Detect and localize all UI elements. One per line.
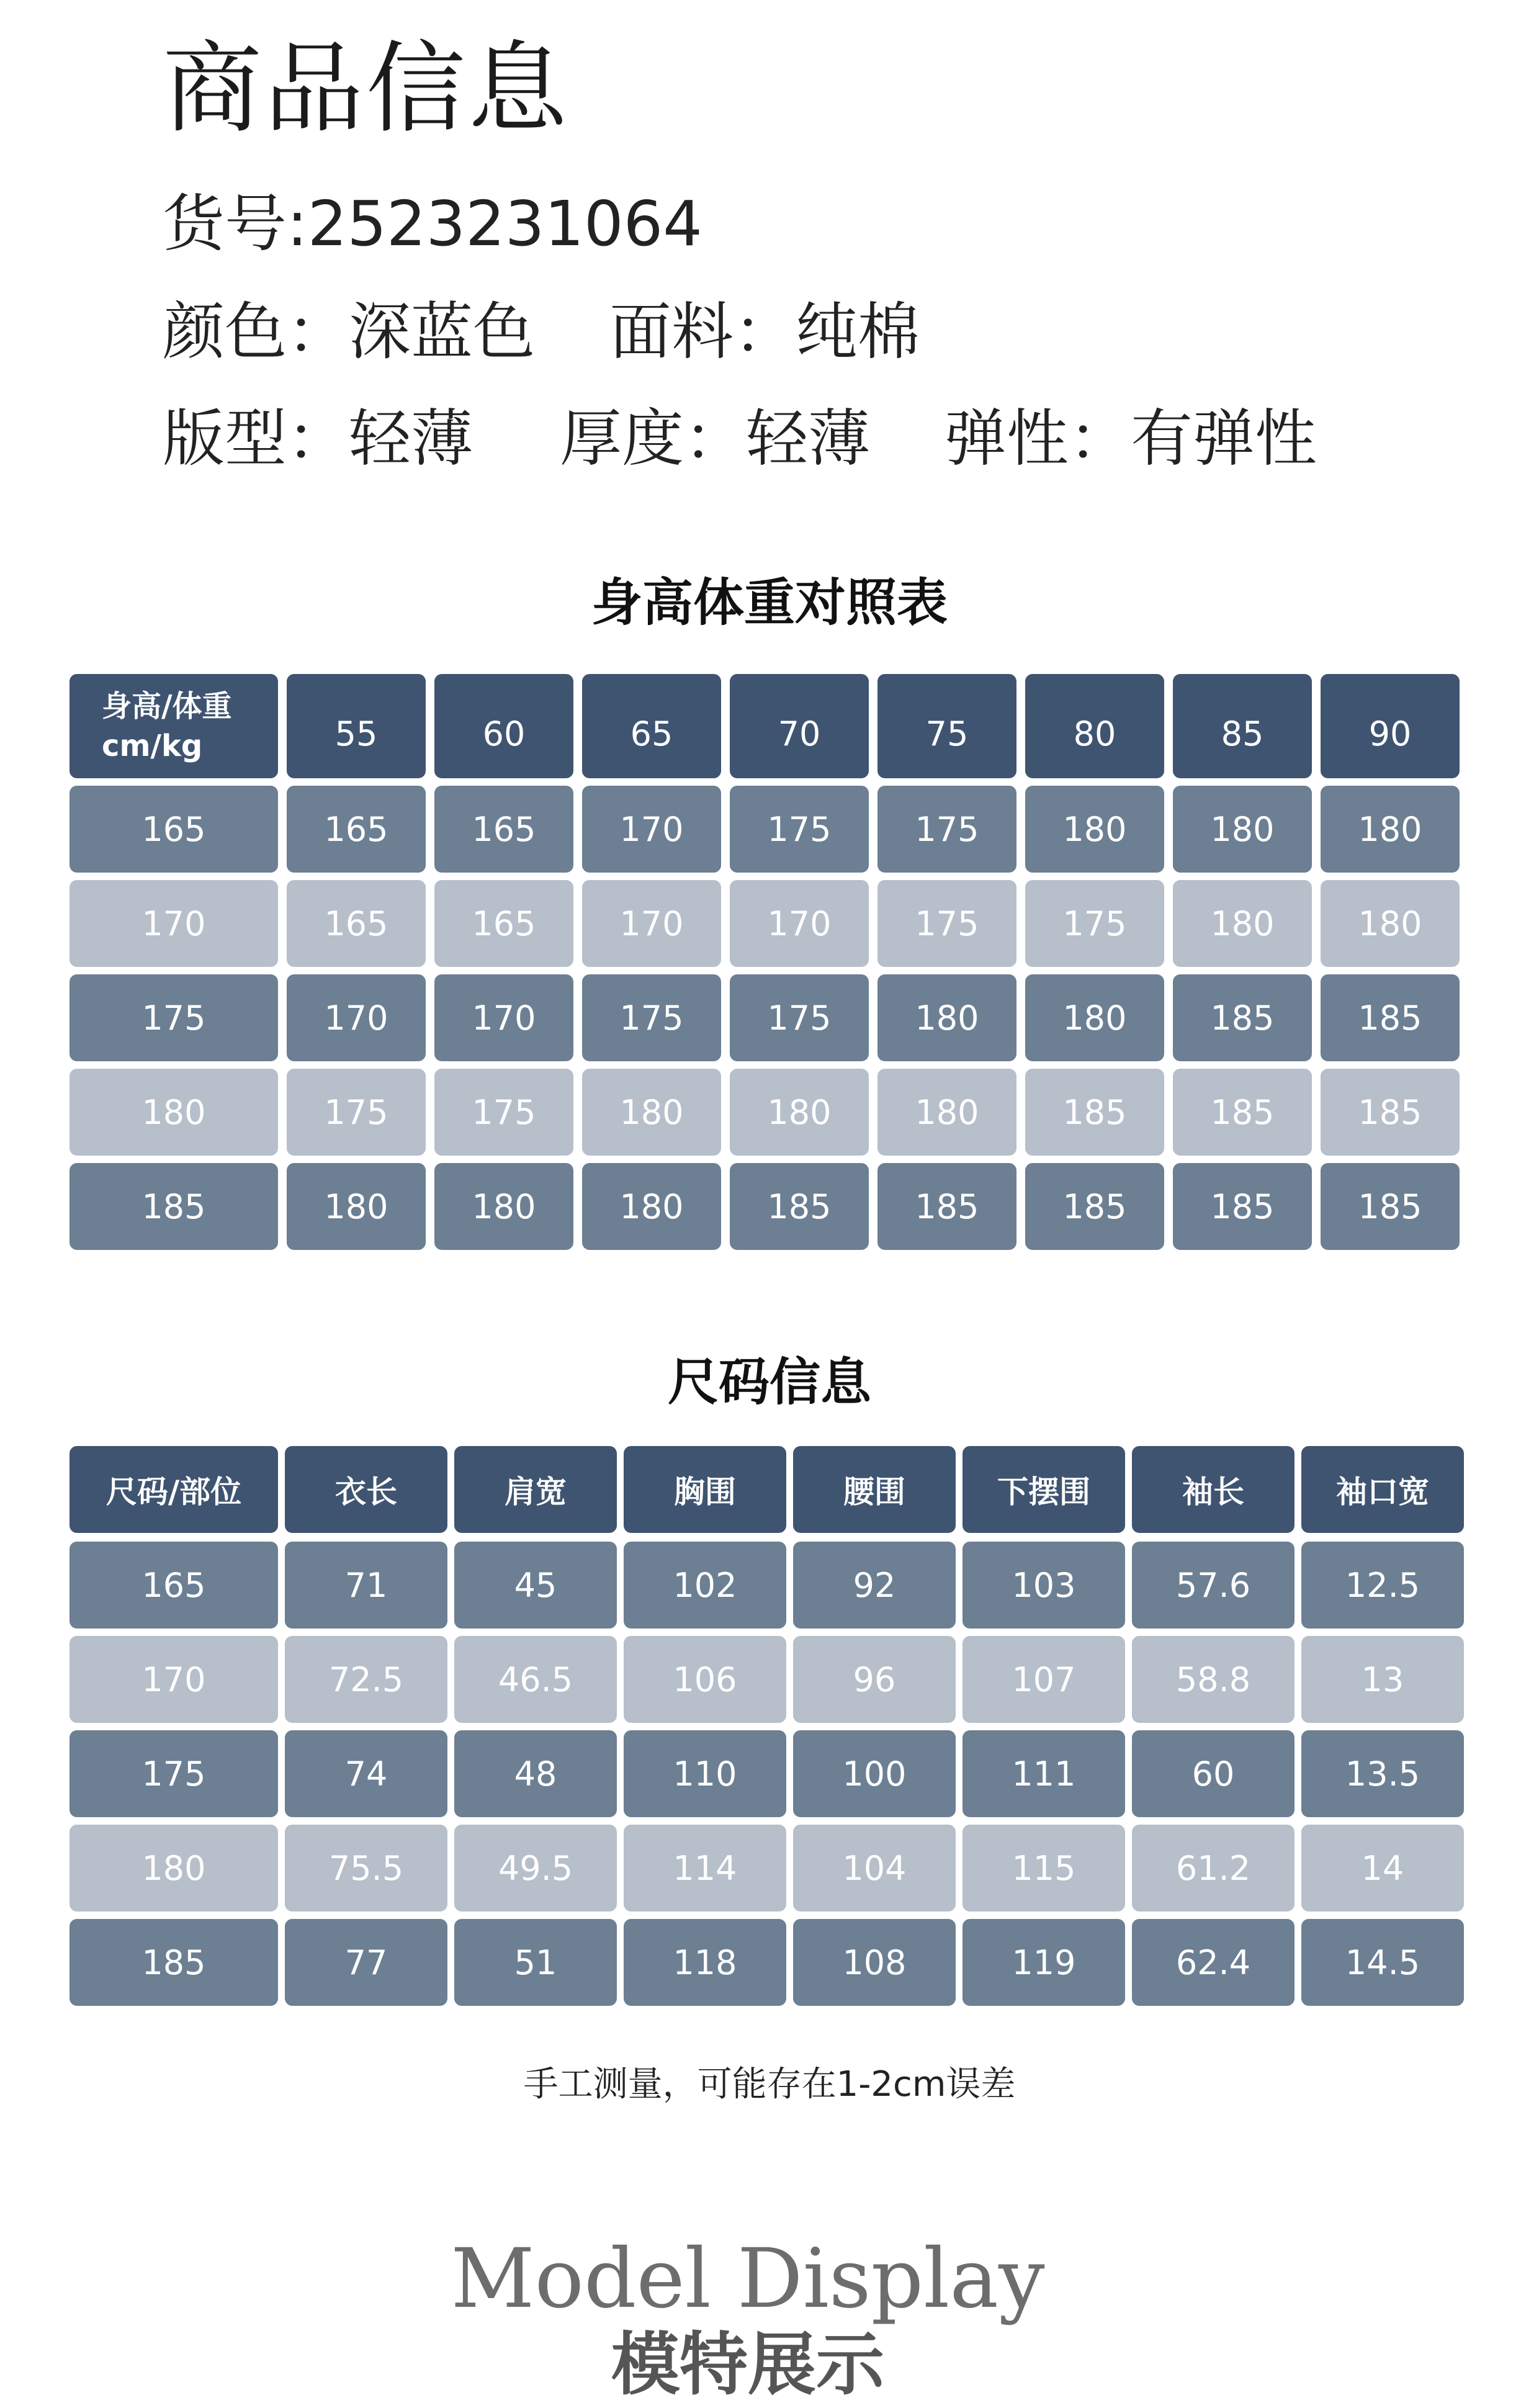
size-label-cell: 170 bbox=[70, 1636, 278, 1723]
header-corner-line: cm/kg bbox=[102, 729, 203, 763]
height-weight-table bbox=[70, 674, 1460, 1257]
height-weight-table-title: 身高体重对照表 bbox=[591, 573, 948, 632]
size-label-cell: 180 bbox=[70, 1825, 278, 1912]
size-value-cell: 180 bbox=[1173, 880, 1312, 967]
size-value-cell: 175 bbox=[1025, 880, 1164, 967]
size-column-header: 腰围 bbox=[793, 1446, 956, 1533]
measurement-cell: 74 bbox=[285, 1730, 447, 1817]
height-cell: 185 bbox=[70, 1163, 278, 1250]
size-value-cell: 180 bbox=[730, 1069, 869, 1156]
size-value-cell: 175 bbox=[434, 1069, 573, 1156]
size-value-cell: 165 bbox=[287, 880, 426, 967]
table-row bbox=[70, 786, 1460, 873]
size-table bbox=[70, 1446, 1464, 2013]
size-label-cell: 175 bbox=[70, 1730, 278, 1817]
measurement-cell: 100 bbox=[793, 1730, 956, 1817]
model-display-title-cn: 模特展示 bbox=[611, 2325, 884, 2404]
fit-attribute: 版型：轻薄 bbox=[163, 402, 473, 475]
weight-header-cell: 70 bbox=[730, 674, 869, 778]
elasticity-attribute: 弹性：有弹性 bbox=[944, 402, 1317, 475]
size-value-cell: 180 bbox=[1025, 974, 1164, 1061]
table-row bbox=[70, 1636, 1464, 1723]
measurement-cell: 14.5 bbox=[1301, 1919, 1464, 2006]
measurement-cell: 104 bbox=[793, 1825, 956, 1912]
measurement-cell: 13 bbox=[1301, 1636, 1464, 1723]
size-header-row bbox=[70, 1446, 1464, 1533]
measurement-cell: 51 bbox=[454, 1919, 617, 2006]
height-weight-header-row bbox=[70, 674, 1460, 778]
measurement-cell: 96 bbox=[793, 1636, 956, 1723]
header-corner-cell bbox=[70, 674, 278, 778]
thickness-attribute: 厚度：轻薄 bbox=[560, 402, 870, 475]
measurement-cell: 107 bbox=[962, 1636, 1125, 1723]
size-value-cell: 185 bbox=[1321, 1163, 1460, 1250]
measurement-note: 手工测量，可能存在1-2cm误差 bbox=[523, 2064, 1016, 2105]
measurement-cell: 92 bbox=[793, 1542, 956, 1629]
size-label-cell: 165 bbox=[70, 1542, 278, 1629]
size-value-cell: 180 bbox=[582, 1069, 721, 1156]
weight-header-cell: 55 bbox=[287, 674, 426, 778]
size-column-header: 袖长 bbox=[1132, 1446, 1294, 1533]
height-cell: 180 bbox=[70, 1069, 278, 1156]
size-value-cell: 170 bbox=[434, 974, 573, 1061]
size-value-cell: 170 bbox=[582, 880, 721, 967]
color-attribute: 颜色：深蓝色 bbox=[163, 295, 535, 368]
size-value-cell: 185 bbox=[1173, 974, 1312, 1061]
height-cell: 165 bbox=[70, 786, 278, 873]
measurement-cell: 46.5 bbox=[454, 1636, 617, 1723]
size-value-cell: 180 bbox=[434, 1163, 573, 1250]
size-value-cell: 165 bbox=[287, 786, 426, 873]
size-value-cell: 175 bbox=[730, 974, 869, 1061]
measurement-cell: 119 bbox=[962, 1919, 1125, 2006]
size-value-cell: 170 bbox=[730, 880, 869, 967]
measurement-cell: 61.2 bbox=[1132, 1825, 1294, 1912]
table-row bbox=[70, 1825, 1464, 1912]
size-value-cell: 175 bbox=[287, 1069, 426, 1156]
size-value-cell: 180 bbox=[287, 1163, 426, 1250]
measurement-cell: 114 bbox=[624, 1825, 786, 1912]
height-cell: 170 bbox=[70, 880, 278, 967]
measurement-cell: 57.6 bbox=[1132, 1542, 1294, 1629]
measurement-cell: 62.4 bbox=[1132, 1919, 1294, 2006]
size-table-title: 尺码信息 bbox=[667, 1353, 871, 1412]
item-number: 货号:2523231064 bbox=[163, 187, 702, 260]
size-column-header: 胸围 bbox=[624, 1446, 786, 1533]
measurement-cell: 49.5 bbox=[454, 1825, 617, 1912]
size-value-cell: 165 bbox=[434, 786, 573, 873]
size-value-cell: 180 bbox=[1321, 786, 1460, 873]
measurement-cell: 108 bbox=[793, 1919, 956, 2006]
size-label-cell: 185 bbox=[70, 1919, 278, 2006]
size-value-cell: 170 bbox=[287, 974, 426, 1061]
measurement-cell: 118 bbox=[624, 1919, 786, 2006]
measurement-cell: 14 bbox=[1301, 1825, 1464, 1912]
size-value-cell: 180 bbox=[877, 974, 1016, 1061]
size-value-cell: 185 bbox=[1173, 1069, 1312, 1156]
color-fabric-line bbox=[163, 292, 920, 372]
model-display-title-en: Model Display bbox=[451, 2231, 1045, 2327]
measurement-cell: 103 bbox=[962, 1542, 1125, 1629]
table-row bbox=[70, 1069, 1460, 1156]
size-value-cell: 175 bbox=[877, 786, 1016, 873]
size-column-header: 肩宽 bbox=[454, 1446, 617, 1533]
measurement-cell: 111 bbox=[962, 1730, 1125, 1817]
fit-thickness-elasticity-line bbox=[163, 398, 1317, 479]
table-row bbox=[70, 974, 1460, 1061]
measurement-cell: 13.5 bbox=[1301, 1730, 1464, 1817]
measurement-cell: 75.5 bbox=[285, 1825, 447, 1912]
size-value-cell: 185 bbox=[730, 1163, 869, 1250]
size-value-cell: 185 bbox=[1173, 1163, 1312, 1250]
size-value-cell: 180 bbox=[582, 1163, 721, 1250]
size-value-cell: 175 bbox=[582, 974, 721, 1061]
size-column-header: 尺码/部位 bbox=[70, 1446, 278, 1533]
size-value-cell: 185 bbox=[877, 1163, 1016, 1250]
weight-header-cell: 65 bbox=[582, 674, 721, 778]
size-value-cell: 185 bbox=[1025, 1163, 1164, 1250]
measurement-cell: 106 bbox=[624, 1636, 786, 1723]
table-row bbox=[70, 1730, 1464, 1817]
size-value-cell: 180 bbox=[1173, 786, 1312, 873]
weight-header-cell: 90 bbox=[1321, 674, 1460, 778]
weight-header-cell: 80 bbox=[1025, 674, 1164, 778]
measurement-cell: 102 bbox=[624, 1542, 786, 1629]
measurement-cell: 77 bbox=[285, 1919, 447, 2006]
size-value-cell: 175 bbox=[877, 880, 1016, 967]
header-corner-line: 身高/体重 bbox=[102, 689, 232, 724]
size-column-header: 下摆围 bbox=[962, 1446, 1125, 1533]
table-row bbox=[70, 1919, 1464, 2006]
table-row bbox=[70, 1542, 1464, 1629]
weight-header-cell: 75 bbox=[877, 674, 1016, 778]
size-column-header: 衣长 bbox=[285, 1446, 447, 1533]
weight-header-cell: 85 bbox=[1173, 674, 1312, 778]
size-value-cell: 180 bbox=[1321, 880, 1460, 967]
measurement-cell: 110 bbox=[624, 1730, 786, 1817]
size-value-cell: 185 bbox=[1321, 974, 1460, 1061]
measurement-cell: 72.5 bbox=[285, 1636, 447, 1723]
measurement-cell: 60 bbox=[1132, 1730, 1294, 1817]
measurement-cell: 12.5 bbox=[1301, 1542, 1464, 1629]
weight-header-cell: 60 bbox=[434, 674, 573, 778]
size-value-cell: 180 bbox=[877, 1069, 1016, 1156]
size-value-cell: 180 bbox=[1025, 786, 1164, 873]
size-value-cell: 165 bbox=[434, 880, 573, 967]
size-value-cell: 175 bbox=[730, 786, 869, 873]
size-value-cell: 185 bbox=[1025, 1069, 1164, 1156]
table-row bbox=[70, 1163, 1460, 1250]
size-value-cell: 170 bbox=[582, 786, 721, 873]
measurement-cell: 71 bbox=[285, 1542, 447, 1629]
measurement-cell: 45 bbox=[454, 1542, 617, 1629]
measurement-cell: 58.8 bbox=[1132, 1636, 1294, 1723]
height-cell: 175 bbox=[70, 974, 278, 1061]
size-column-header: 袖口宽 bbox=[1301, 1446, 1464, 1533]
fabric-attribute: 面料：纯棉 bbox=[609, 295, 920, 368]
measurement-cell: 48 bbox=[454, 1730, 617, 1817]
product-info-title: 商品信息 bbox=[163, 30, 570, 146]
size-value-cell: 185 bbox=[1321, 1069, 1460, 1156]
table-row bbox=[70, 880, 1460, 967]
measurement-cell: 115 bbox=[962, 1825, 1125, 1912]
